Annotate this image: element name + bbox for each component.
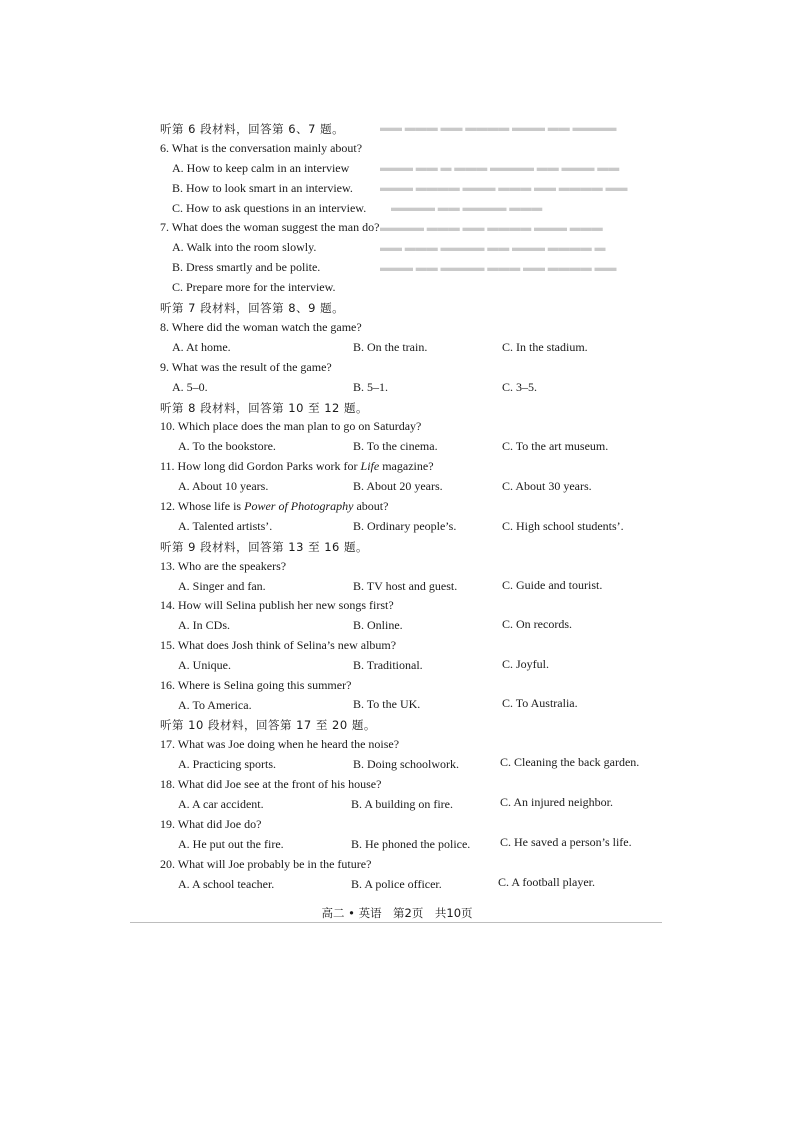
q20-option-a: A. A school teacher. bbox=[178, 877, 275, 891]
q9-option-a: A. 5–0. bbox=[172, 380, 208, 394]
q14-option-b: B. Online. bbox=[353, 618, 403, 632]
magazine-title: Life bbox=[360, 459, 380, 473]
footer-divider bbox=[130, 922, 662, 923]
q17-option-a: A. Practicing sports. bbox=[178, 757, 276, 771]
question-20: 20. What will Joe probably be in the future? bbox=[160, 857, 372, 871]
q19-option-a: A. He put out the fire. bbox=[178, 837, 284, 851]
section-heading: 听第 7 段材料，回答第 8、9 题。 bbox=[160, 301, 345, 315]
q14-option-a: A. In CDs. bbox=[178, 618, 231, 632]
section-heading: 听第 8 段材料，回答第 10 至 12 题。 bbox=[160, 401, 369, 415]
q19-option-b: B. He phoned the police. bbox=[351, 837, 471, 851]
q15-option-a: A. Unique. bbox=[178, 658, 231, 672]
q7-option-b: B. Dress smartly and be polite. bbox=[172, 260, 321, 274]
q7-option-a: A. Walk into the room slowly. bbox=[172, 240, 317, 254]
q13-option-c: C. Guide and tourist. bbox=[502, 578, 603, 592]
section-heading: 听第 6 段材料，回答第 6、7 题。 bbox=[160, 122, 345, 136]
q14-option-c: C. On records. bbox=[502, 617, 572, 631]
book-title: Power of Photography bbox=[244, 499, 354, 513]
q16-option-a: A. To America. bbox=[178, 698, 252, 712]
q6-option-b: B. How to look smart in an interview. bbox=[172, 181, 353, 195]
q18-option-a: A. A car accident. bbox=[178, 797, 264, 811]
q8-option-c: C. In the stadium. bbox=[502, 340, 588, 354]
q15-option-b: B. Traditional. bbox=[353, 658, 423, 672]
q17-option-c: C. Cleaning the back garden. bbox=[500, 755, 640, 769]
q19-option-c: C. He saved a person’s life. bbox=[500, 835, 632, 849]
question-17: 17. What was Joe doing when he heard the noise? bbox=[160, 737, 400, 751]
q11-option-c: C. About 30 years. bbox=[502, 479, 592, 493]
question-9: 9. What was the result of the game? bbox=[160, 360, 332, 374]
question-11-text-pre: 11. How long did Gordon Parks work for bbox=[160, 459, 361, 473]
q18-option-b: B. A building on fire. bbox=[351, 797, 453, 811]
question-7: 7. What does the woman suggest the man do? bbox=[160, 220, 380, 234]
question-6: 6. What is the conversation mainly about? bbox=[160, 141, 363, 155]
page-footer: 高二 • 英语 第2页 共10页 bbox=[321, 906, 473, 920]
q10-option-c: C. To the art museum. bbox=[502, 439, 609, 453]
q18-option-c: C. An injured neighbor. bbox=[500, 795, 613, 809]
q11-option-b: B. About 20 years. bbox=[353, 479, 443, 493]
section-heading: 听第 10 段材料，回答第 17 至 20 题。 bbox=[160, 718, 376, 732]
q20-option-b: B. A police officer. bbox=[351, 877, 442, 891]
q16-option-c: C. To Australia. bbox=[502, 696, 578, 710]
q6-option-c: C. How to ask questions in an interview. bbox=[172, 201, 367, 215]
question-12-text-pre: 12. Whose life is bbox=[160, 499, 245, 513]
question-11 bbox=[160, 459, 434, 474]
question-15: 15. What does Josh think of Selina’s new album? bbox=[160, 638, 397, 652]
question-19: 19. What did Joe do? bbox=[160, 817, 262, 831]
question-13: 13. Who are the speakers? bbox=[160, 559, 287, 573]
q9-option-b: B. 5–1. bbox=[353, 380, 389, 394]
question-12 bbox=[160, 499, 388, 514]
bleed-through-texture: ▬▬ ▬▬▬ ▬▬ ▬▬▬▬ ▬▬▬ ▬▬ ▬▬▬▬ ▬▬▬ ▬▬ ▬ ▬▬▬ ▬▬▬▬ ▬▬ ▬▬▬ ▬▬ ▬▬▬ ▬▬▬▬ ▬▬▬ ▬▬▬ ▬▬ ▬▬▬▬ ▬▬ ▬▬▬▬ ▬▬ ▬▬▬▬ ▬▬▬ ▬▬▬▬ ▬▬▬ ▬▬ ▬▬▬▬ ▬▬▬ ▬▬▬ ▬▬ ▬▬▬ ▬▬▬▬ ▬▬ ▬▬▬ ▬▬▬▬ ▬ ▬▬▬ ▬▬ ▬▬▬▬ ▬▬▬ ▬▬ ▬▬▬▬ ▬▬ bbox=[380, 122, 628, 274]
q12-option-b: B. Ordinary people’s. bbox=[353, 519, 457, 533]
question-18: 18. What did Joe see at the front of his house? bbox=[160, 777, 382, 791]
q15-option-c: C. Joyful. bbox=[502, 657, 550, 671]
q13-option-b: B. TV host and guest. bbox=[353, 579, 458, 593]
q8-option-b: B. On the train. bbox=[353, 340, 428, 354]
question-12-text-post: about? bbox=[353, 499, 389, 513]
q9-option-c: C. 3–5. bbox=[502, 380, 538, 394]
q6-option-a: A. How to keep calm in an interview bbox=[172, 161, 350, 175]
section-heading: 听第 9 段材料，回答第 13 至 16 题。 bbox=[160, 540, 369, 554]
question-16: 16. Where is Selina going this summer? bbox=[160, 678, 352, 692]
q10-option-a: A. To the bookstore. bbox=[178, 439, 276, 453]
q17-option-b: B. Doing schoolwork. bbox=[353, 757, 459, 771]
q11-option-a: A. About 10 years. bbox=[178, 479, 269, 493]
question-10: 10. Which place does the man plan to go on Saturday? bbox=[160, 419, 422, 433]
q12-option-a: A. Talented artists’. bbox=[178, 519, 273, 533]
q12-option-c: C. High school students’. bbox=[502, 519, 624, 533]
question-11-text-post: magazine? bbox=[379, 459, 434, 473]
question-14: 14. How will Selina publish her new songs first? bbox=[160, 598, 394, 612]
q8-option-a: A. At home. bbox=[172, 340, 231, 354]
q10-option-b: B. To the cinema. bbox=[353, 439, 438, 453]
question-8: 8. Where did the woman watch the game? bbox=[160, 320, 362, 334]
q13-option-a: A. Singer and fan. bbox=[178, 579, 266, 593]
q16-option-b: B. To the UK. bbox=[353, 697, 421, 711]
q7-option-c: C. Prepare more for the interview. bbox=[172, 280, 336, 294]
q20-option-c: C. A football player. bbox=[498, 875, 595, 889]
